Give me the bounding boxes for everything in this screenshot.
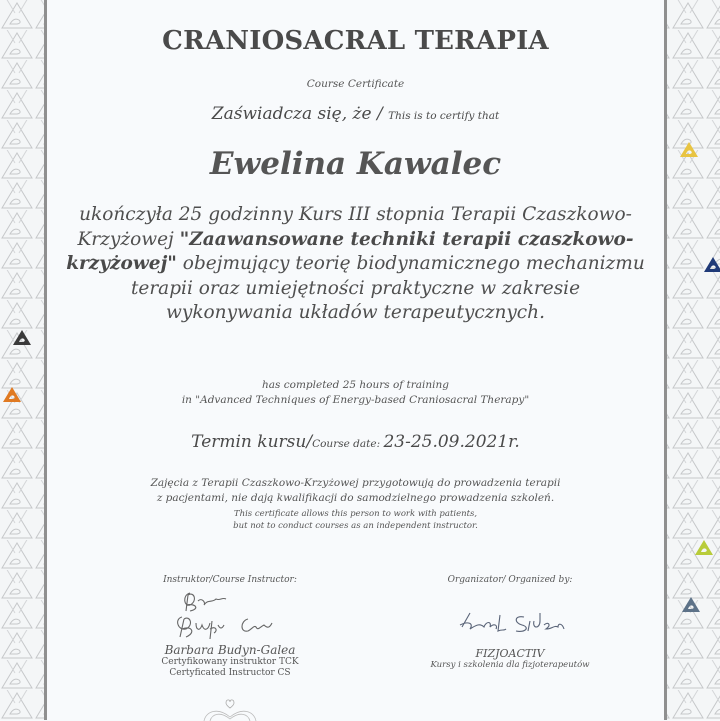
- organizer-label: Organizator/ Organized by:: [447, 575, 573, 585]
- certificate-subtitle: Course Certificate: [306, 78, 405, 90]
- date-value: 23-25.09.2021r.: [383, 432, 520, 452]
- accent-triangle-icon-steel: [680, 596, 702, 614]
- certify-pl: Zaświadcza się, że /: [211, 104, 389, 124]
- qualification-note-pl: [47, 476, 664, 506]
- organizer-subtitle: Kursy i szkolenia dla fizjoterapeutów: [430, 660, 590, 670]
- instructor-title-en: Certyficated Instructor CS: [169, 668, 291, 678]
- note-pl-line1: Zajęcia z Terapii Czaszkowo-Krzyżowej przygotowują do prowadzenia terapii: [150, 477, 561, 489]
- description-part1: ukończyła 25 godzinny Kurs III stopnia Terapii Czaszkowo-Krzyżowej: [77, 204, 632, 250]
- note-pl-line2: z pacjentami, nie dają kwalifikacji do samodzielnego prowadzenia szkoleń.: [156, 492, 555, 504]
- date-label-en: Course date:: [312, 438, 384, 450]
- triangle-pattern-icon: [0, 0, 44, 720]
- description-part2: obejmujący teorię biodynamicznego mechanizmu terapii oraz umiejętności praktyczne w zakresie wykonywania układów terapeutycznych.: [130, 253, 645, 323]
- accent-triangle-icon-orange: [1, 386, 23, 404]
- course-date: [47, 432, 664, 452]
- instructor-title-pl: Certyfikowany instruktor TCK: [161, 657, 299, 667]
- heart-logo-icon: [190, 697, 270, 721]
- certify-line: [47, 104, 664, 124]
- description-en-line1: has completed 25 hours of training: [262, 379, 449, 391]
- accent-triangle-icon-green: [693, 539, 715, 557]
- description-en-line2: in "Advanced Techniques of Energy-based Craniosacral Therapy": [181, 394, 530, 406]
- instructor-name: Barbara Budyn-Galea: [164, 643, 296, 657]
- accent-triangle-icon-navy: [702, 256, 720, 274]
- instructor-signature-icon: [160, 585, 300, 643]
- qualification-note-en: [47, 508, 664, 532]
- instructor-signature-block: [100, 575, 360, 679]
- certificate-title: CRANIOSACRAL TERAPIA: [162, 26, 549, 56]
- instructor-label: Instruktor/Course Instructor:: [163, 575, 297, 585]
- certify-en: This is to certify that: [388, 110, 500, 122]
- date-label-pl: Termin kursu/: [191, 432, 313, 452]
- note-en-line1: This certificate allows this person to work with patients,: [233, 509, 478, 519]
- accent-triangle-icon-dark: [11, 329, 33, 347]
- note-en-line2: but not to conduct courses as an independent instructor.: [233, 521, 478, 531]
- right-border-line: [664, 0, 667, 720]
- organizer-signature-icon: [440, 585, 580, 647]
- recipient-name: Ewelina Kawalec: [209, 146, 502, 182]
- organizer-name: FIZJOACTIV: [475, 647, 545, 660]
- course-title-pl: "Zaawansowane techniki terapii czaszkowo-krzyżowej": [66, 228, 634, 274]
- course-description-en: [47, 378, 664, 408]
- accent-triangle-icon-yellow: [678, 141, 700, 159]
- course-description-pl: [47, 203, 664, 326]
- organizer-signature-block: [400, 575, 620, 670]
- left-pattern-border: [0, 0, 44, 720]
